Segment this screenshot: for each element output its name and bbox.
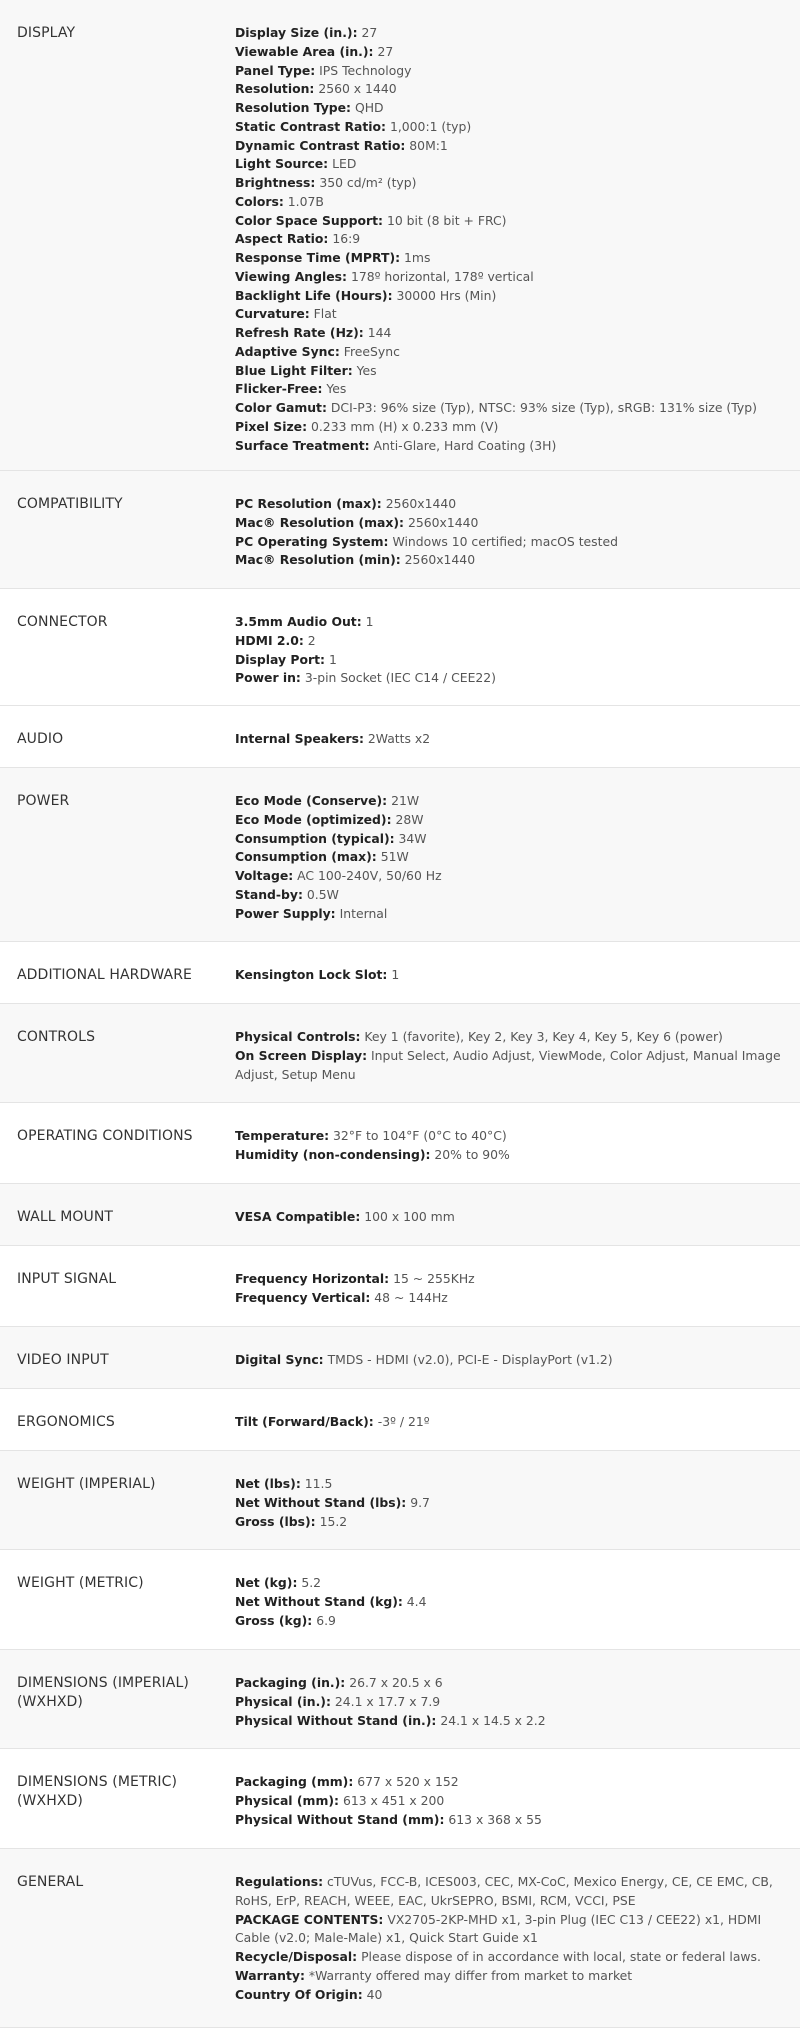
- spec-label: Flicker-Free:: [235, 381, 323, 397]
- spec-label: Refresh Rate (Hz):: [235, 325, 364, 340]
- spec-value: cTUVus, FCC-B, ICES003, CEC, MX-CoC, Mexico Energy, CE, CE EMC, CB, RoHS, ErP, REACH, WEEE, EAC, UkrSEPRO, BSMI, RCM, VCCI, PSE: [235, 1874, 773, 1908]
- spec-label: Warranty:: [235, 1967, 305, 1983]
- spec-label: Aspect Ratio:: [235, 231, 329, 247]
- spec-label: Regulations:: [235, 1874, 324, 1889]
- spec-value: 1: [328, 651, 337, 667]
- section-title: OPERATING CONDITIONS: [17, 1128, 193, 1144]
- spec-label: PC Operating System:: [235, 533, 389, 549]
- spec-value: 2560 x 1440: [318, 81, 397, 97]
- spec-value: 1: [365, 614, 374, 629]
- spec-item: [235, 867, 788, 886]
- spec-label: Color Space Support:: [235, 212, 383, 228]
- spec-label: Net (kg):: [235, 1575, 298, 1590]
- spec-label: Adaptive Sync:: [235, 343, 340, 359]
- spec-label: Physical Without Stand (in.):: [235, 1712, 437, 1728]
- spec-item: [235, 324, 788, 343]
- spec-value: 27: [361, 25, 378, 40]
- spec-value: 80M:1: [409, 137, 448, 153]
- spec-value: 2: [307, 632, 316, 648]
- spec-section-power: [0, 768, 800, 942]
- spec-value: 51W: [380, 849, 409, 865]
- spec-section-general: [0, 1849, 800, 2028]
- spec-item: [235, 966, 788, 985]
- spec-item: [235, 730, 788, 749]
- spec-item: [235, 380, 788, 399]
- spec-item: [235, 1773, 788, 1792]
- spec-label: Stand-by:: [235, 886, 303, 902]
- spec-label: Power in:: [235, 670, 301, 686]
- spec-label: PC Resolution (max):: [235, 496, 382, 511]
- spec-item: [235, 212, 788, 231]
- spec-label: Country Of Origin:: [235, 1986, 363, 2002]
- spec-value: 4.4: [406, 1593, 427, 1609]
- spec-list: [235, 495, 800, 588]
- spec-label: Net Without Stand (kg):: [235, 1593, 403, 1609]
- spec-item: [235, 418, 788, 437]
- section-title: WEIGHT (METRIC): [17, 1575, 144, 1591]
- spec-item: [235, 230, 788, 249]
- spec-label: Resolution:: [235, 81, 315, 97]
- spec-value: Yes: [356, 362, 377, 378]
- spec-label: Viewing Angles:: [235, 268, 347, 284]
- spec-item: [235, 811, 788, 830]
- spec-value: 5.2: [301, 1575, 322, 1590]
- spec-section-video-input: [0, 1327, 800, 1389]
- spec-value: 677 x 520 x 152: [357, 1774, 459, 1789]
- spec-label: Tilt (Forward/Back):: [235, 1414, 374, 1429]
- spec-value: 24.1 x 17.7 x 7.9: [334, 1693, 441, 1709]
- section-title: WALL MOUNT: [17, 1209, 114, 1225]
- spec-item: [235, 249, 788, 268]
- spec-item: [235, 174, 788, 193]
- spec-label: Mac® Resolution (max):: [235, 514, 405, 530]
- spec-value: 40: [366, 1986, 383, 2002]
- spec-value: 2560x1440: [407, 514, 479, 530]
- spec-item: [235, 1574, 788, 1593]
- spec-list: [235, 1413, 800, 1450]
- spec-item: [235, 155, 788, 174]
- spec-label: Eco Mode (optimized):: [235, 811, 392, 827]
- spec-item: [235, 1146, 788, 1165]
- spec-value: 1.07B: [287, 193, 324, 209]
- spec-value: 350 cd/m² (typ): [319, 175, 417, 190]
- spec-value: 1,000:1 (typ): [389, 118, 472, 134]
- spec-item: [235, 533, 788, 552]
- spec-value: 21W: [391, 793, 420, 808]
- spec-section-operating-conditions: [0, 1103, 800, 1184]
- spec-value: 16:9: [332, 231, 361, 247]
- spec-item: [235, 137, 788, 156]
- spec-label: Panel Type:: [235, 62, 316, 78]
- spec-value: 20% to 90%: [434, 1146, 510, 1162]
- spec-label: Packaging (in.):: [235, 1675, 346, 1690]
- spec-label: Net (lbs):: [235, 1476, 301, 1491]
- spec-value: TMDS - HDMI (v2.0), PCI-E - DisplayPort (v1.2): [327, 1352, 613, 1367]
- spec-list: [235, 1028, 800, 1102]
- section-title: GENERAL: [17, 1874, 84, 1890]
- spec-label: Response Time (MPRT):: [235, 250, 401, 265]
- spec-list: [235, 966, 800, 1003]
- spec-value: 144: [367, 325, 392, 340]
- spec-label: Recycle/Disposal:: [235, 1949, 358, 1964]
- spec-label: Surface Treatment:: [235, 437, 370, 453]
- spec-label: Kensington Lock Slot:: [235, 967, 388, 982]
- spec-value: QHD: [354, 100, 384, 115]
- spec-value: Key 1 (favorite), Key 2, Key 3, Key 4, Key 5, Key 6 (power): [364, 1029, 723, 1044]
- spec-item: [235, 1948, 788, 1967]
- spec-label: Blue Light Filter:: [235, 362, 353, 378]
- spec-value: 100 x 100 mm: [364, 1209, 455, 1224]
- spec-list: [235, 1351, 800, 1388]
- spec-value: 24.1 x 14.5 x 2.2: [440, 1712, 546, 1728]
- spec-item: [235, 613, 788, 632]
- spec-value: Windows 10 certified; macOS tested: [392, 533, 618, 549]
- spec-label: PACKAGE CONTENTS:: [235, 1911, 384, 1927]
- spec-value: Please dispose of in accordance with local, state or federal laws.: [361, 1949, 761, 1964]
- spec-section-dimensions-metric-wxhxd: [0, 1749, 800, 1849]
- spec-label: On Screen Display:: [235, 1047, 368, 1063]
- spec-label: Internal Speakers:: [235, 731, 364, 746]
- spec-value: 27: [377, 43, 394, 59]
- spec-value: DCI-P3: 96% size (Typ), NTSC: 93% size (Typ), sRGB: 131% size (Typ): [330, 400, 757, 415]
- spec-value: AC 100-240V, 50/60 Hz: [297, 868, 442, 883]
- spec-value: 178º horizontal, 178º vertical: [350, 268, 534, 284]
- spec-list: [235, 1270, 800, 1326]
- spec-value: 34W: [398, 830, 427, 846]
- spec-value: Internal: [339, 905, 388, 921]
- spec-item: [235, 1792, 788, 1811]
- spec-value: LED: [332, 156, 357, 172]
- spec-item: [235, 1475, 788, 1494]
- spec-section-weight-metric: [0, 1550, 800, 1650]
- spec-list: [235, 24, 800, 470]
- spec-item: [235, 24, 788, 43]
- spec-label: Humidity (non-condensing):: [235, 1146, 431, 1162]
- spec-item: [235, 905, 788, 924]
- spec-item: [235, 669, 788, 688]
- spec-item: [235, 118, 788, 137]
- spec-item: [235, 1674, 788, 1693]
- spec-value: 0.233 mm (H) x 0.233 mm (V): [310, 418, 499, 434]
- spec-section-input-signal: [0, 1246, 800, 1327]
- spec-item: [235, 1413, 788, 1432]
- section-title: COMPATIBILITY: [17, 496, 123, 512]
- spec-label: Pixel Size:: [235, 418, 308, 434]
- spec-item: [235, 1612, 788, 1631]
- spec-label: Curvature:: [235, 306, 310, 322]
- spec-value: 48 ~ 144Hz: [374, 1289, 448, 1305]
- spec-value: 1: [391, 967, 400, 982]
- spec-section-connector: [0, 589, 800, 706]
- spec-item: [235, 1873, 788, 1911]
- spec-section-dimensions-imperial-wxhxd: [0, 1650, 800, 1749]
- spec-list: [235, 1674, 800, 1748]
- spec-list: [235, 1873, 800, 2027]
- spec-item: [235, 80, 788, 99]
- spec-label: Display Size (in.):: [235, 25, 358, 40]
- spec-list: [235, 1475, 800, 1549]
- spec-label: Resolution Type:: [235, 100, 352, 115]
- spec-item: [235, 514, 788, 533]
- spec-section-ergonomics: [0, 1389, 800, 1451]
- spec-label: Mac® Resolution (min):: [235, 552, 401, 568]
- spec-label: Temperature:: [235, 1128, 330, 1143]
- spec-value: 3-pin Socket (IEC C14 / CEE22): [304, 670, 497, 686]
- spec-section-controls: [0, 1004, 800, 1103]
- spec-label: Frequency Horizontal:: [235, 1271, 390, 1286]
- spec-label: Net Without Stand (lbs):: [235, 1494, 407, 1510]
- spec-value: 9.7: [410, 1494, 430, 1510]
- spec-item: [235, 362, 788, 381]
- spec-label: Light Source:: [235, 156, 329, 172]
- spec-label: Voltage:: [235, 868, 294, 883]
- spec-label: Dynamic Contrast Ratio:: [235, 137, 406, 153]
- spec-label: Consumption (max):: [235, 849, 377, 865]
- spec-label: Viewable Area (in.):: [235, 43, 374, 59]
- spec-value: Input Select, Audio Adjust, ViewMode, Color Adjust, Manual Image Adjust, Setup Menu: [235, 1047, 781, 1082]
- spec-item: [235, 1911, 788, 1949]
- spec-item: [235, 1047, 788, 1085]
- spec-item: [235, 1208, 788, 1227]
- section-title: WEIGHT (IMPERIAL): [17, 1476, 156, 1492]
- section-title: DIMENSIONS (IMPERIAL) (WXHXD): [17, 1675, 189, 1710]
- section-title: DISPLAY: [17, 25, 76, 41]
- spec-list: [235, 1773, 800, 1848]
- spec-item: [235, 287, 788, 306]
- spec-value: 613 x 451 x 200: [342, 1792, 445, 1808]
- spec-item: [235, 651, 788, 670]
- section-title: VIDEO INPUT: [17, 1352, 109, 1368]
- spec-item: [235, 1028, 788, 1047]
- spec-item: [235, 551, 788, 570]
- spec-value: Yes: [326, 381, 347, 397]
- spec-label: Backlight Life (Hours):: [235, 287, 393, 303]
- spec-list: [235, 1574, 800, 1649]
- spec-label: Static Contrast Ratio:: [235, 118, 387, 134]
- section-title: ADDITIONAL HARDWARE: [17, 967, 193, 983]
- spec-value: 11.5: [304, 1476, 333, 1491]
- section-title: ERGONOMICS: [17, 1414, 115, 1430]
- section-title: CONNECTOR: [17, 614, 108, 630]
- spec-label: Physical Without Stand (mm):: [235, 1811, 445, 1827]
- spec-item: [235, 1593, 788, 1612]
- spec-label: Eco Mode (Conserve):: [235, 793, 388, 808]
- spec-item: [235, 343, 788, 362]
- spec-value: 2Watts x2: [367, 731, 431, 746]
- spec-item: [235, 268, 788, 287]
- spec-label: Consumption (typical):: [235, 830, 395, 846]
- spec-label: Packaging (mm):: [235, 1774, 354, 1789]
- spec-label: Physical Controls:: [235, 1029, 361, 1044]
- spec-item: [235, 1967, 788, 1986]
- spec-item: [235, 1811, 788, 1830]
- spec-value: Anti-Glare, Hard Coating (3H): [373, 437, 557, 453]
- spec-value: FreeSync: [343, 343, 400, 359]
- spec-label: Gross (lbs):: [235, 1513, 316, 1529]
- spec-list: [235, 613, 800, 705]
- spec-label: Brightness:: [235, 175, 316, 190]
- section-title: INPUT SIGNAL: [17, 1271, 117, 1287]
- spec-value: 2560x1440: [385, 496, 457, 511]
- spec-item: [235, 1289, 788, 1308]
- spec-value: -3º / 21º: [377, 1414, 430, 1429]
- spec-label: Display Port:: [235, 651, 325, 667]
- spec-label: HDMI 2.0:: [235, 632, 304, 648]
- spec-item: [235, 399, 788, 418]
- spec-value: 28W: [395, 811, 424, 827]
- spec-label: Power Supply:: [235, 905, 336, 921]
- spec-label: Gross (kg):: [235, 1612, 313, 1628]
- spec-item: [235, 62, 788, 81]
- spec-item: [235, 886, 788, 905]
- spec-item: [235, 632, 788, 651]
- spec-value: 613 x 368 x 55: [448, 1811, 542, 1827]
- spec-value: *Warranty offered may differ from market to market: [308, 1967, 633, 1983]
- spec-value: IPS Technology: [319, 62, 412, 78]
- spec-item: [235, 305, 788, 324]
- spec-list: [235, 730, 800, 767]
- spec-item: [235, 1712, 788, 1731]
- spec-item: [235, 99, 788, 118]
- spec-item: [235, 1494, 788, 1513]
- spec-item: [235, 792, 788, 811]
- spec-label: Colors:: [235, 193, 284, 209]
- spec-item: [235, 43, 788, 62]
- spec-value: 15 ~ 255KHz: [393, 1271, 475, 1286]
- spec-value: 1ms: [404, 250, 431, 265]
- spec-item: [235, 1270, 788, 1289]
- section-title: POWER: [17, 793, 70, 809]
- spec-list: [235, 792, 800, 941]
- spec-item: [235, 848, 788, 867]
- spec-label: Physical (mm):: [235, 1792, 339, 1808]
- spec-section-compatibility: [0, 471, 800, 589]
- spec-label: Digital Sync:: [235, 1352, 324, 1367]
- spec-item: [235, 1986, 788, 2005]
- spec-value: 10 bit (8 bit + FRC): [386, 212, 507, 228]
- section-title: CONTROLS: [17, 1029, 96, 1045]
- spec-value: VX2705-2KP-MHD x1, 3-pin Plug (IEC C13 / CEE22) x1, HDMI Cable (v2.0; Male-Male) x1, Quick Start Guide x1: [235, 1911, 762, 1946]
- spec-item: [235, 1127, 788, 1146]
- spec-value: 0.5W: [306, 886, 339, 902]
- spec-label: Physical (in.):: [235, 1693, 331, 1709]
- spec-value: 32°F to 104°F (0°C to 40°C): [333, 1128, 507, 1143]
- spec-section-display: [0, 0, 800, 471]
- spec-label: Frequency Vertical:: [235, 1289, 371, 1305]
- spec-section-weight-imperial: [0, 1451, 800, 1550]
- spec-item: [235, 830, 788, 849]
- spec-value: 15.2: [319, 1513, 348, 1529]
- spec-value: 26.7 x 20.5 x 6: [349, 1675, 443, 1690]
- spec-label: 3.5mm Audio Out:: [235, 614, 362, 629]
- spec-section-wall-mount: [0, 1184, 800, 1246]
- spec-label: VESA Compatible:: [235, 1209, 361, 1224]
- section-title: DIMENSIONS (METRIC) (WXHXD): [17, 1774, 178, 1809]
- spec-item: [235, 1693, 788, 1712]
- spec-list: [235, 1127, 800, 1183]
- spec-section-audio: [0, 706, 800, 768]
- spec-item: [235, 1351, 788, 1370]
- spec-value: 6.9: [316, 1612, 336, 1628]
- spec-item: [235, 437, 788, 456]
- spec-value: 2560x1440: [404, 552, 476, 568]
- spec-value: Flat: [313, 306, 337, 322]
- spec-label: Color Gamut:: [235, 400, 327, 415]
- spec-item: [235, 495, 788, 514]
- spec-section-additional-hardware: [0, 942, 800, 1004]
- spec-item: [235, 1513, 788, 1532]
- spec-item: [235, 193, 788, 212]
- section-title: AUDIO: [17, 731, 64, 747]
- spec-list: [235, 1208, 800, 1245]
- spec-value: 30000 Hrs (Min): [396, 287, 497, 303]
